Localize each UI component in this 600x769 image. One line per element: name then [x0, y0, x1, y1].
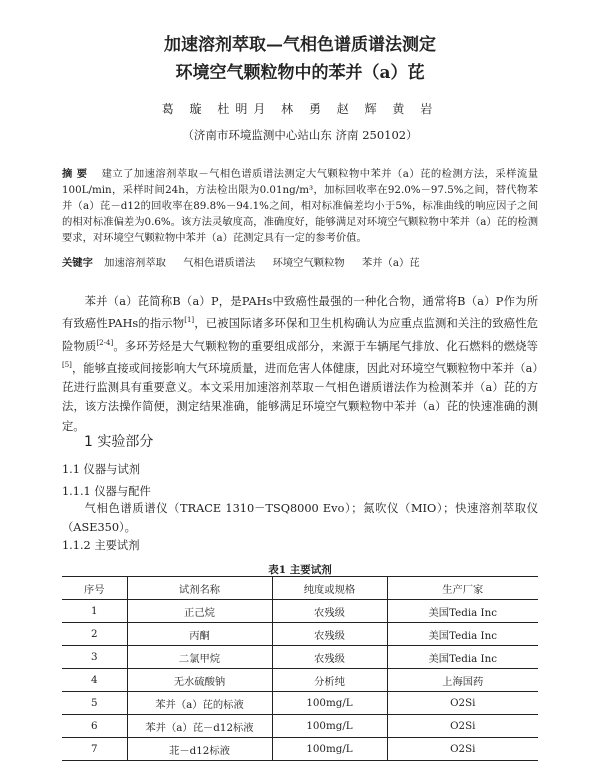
- table-cell: 5: [90, 697, 98, 709]
- instruments-paragraph: 气相色谱质谱仪（TRACE 1310－TSQ8000 Evo）；氮吹仪（MIO）；快速溶剂萃取仪（ASE350）。: [62, 502, 538, 534]
- keywords: [62, 254, 538, 269]
- table-cell: 苯并（a）芘－d12标液: [127, 715, 272, 738]
- paper-title-line1: 加速溶剂萃取—气相色谱质谱法测定: [164, 35, 436, 55]
- intro-text: 。多环芳烃是大气颗粒物的重要组成部分，来源于车辆尾气排放、化石燃料的燃烧等: [113, 339, 538, 353]
- citation: [5]: [62, 360, 72, 369]
- section-heading: 1 实验部分: [84, 434, 154, 450]
- abstract-label: 摘 要: [62, 168, 88, 180]
- keywords-label: 关键字: [62, 257, 93, 269]
- authors: 葛 璇 杜明月 林 勇 赵 辉 黄 岩: [161, 102, 439, 116]
- intro-paragraph: [62, 292, 538, 436]
- table-row: [62, 692, 538, 715]
- subsection-heading: 1.1.1 仪器与配件: [62, 485, 151, 498]
- keyword: 加速溶剂萃取: [104, 257, 166, 269]
- reagents-table: [62, 576, 538, 761]
- table-header: 序号: [83, 583, 105, 596]
- table-row: [62, 646, 538, 669]
- table-header: 纯度或规格: [272, 577, 387, 600]
- table-cell: 美国Tedia Inc: [387, 623, 538, 646]
- table-cell: 农残级: [272, 646, 387, 669]
- table-cell: 3: [90, 651, 98, 663]
- table-cell: 苯并（a）芘的标液: [127, 692, 272, 715]
- table-cell: 2: [90, 628, 98, 640]
- table-cell: 100mg/L: [272, 715, 387, 738]
- keyword: 气相色谱质谱法: [183, 257, 256, 269]
- table-cell: 分析纯: [272, 669, 387, 692]
- table-row: [62, 715, 538, 738]
- table-cell: 二氯甲烷: [127, 646, 272, 669]
- table-cell: O2Si: [387, 692, 538, 715]
- intro-text: ，已被国际诸多环保和卫生机构确认为应重点监测和关注的致癌性危险物质: [62, 317, 538, 353]
- table-header: 试剂名称: [127, 577, 272, 600]
- table-caption: 表1 主要试剂: [268, 564, 332, 576]
- table-row: [62, 623, 538, 646]
- affiliation: （济南市环境监测中心站山东 济南 250102）: [182, 128, 418, 142]
- subsection-heading: 1.1 仪器与试剂: [62, 463, 141, 476]
- table-cell: 美国Tedia Inc: [387, 646, 538, 669]
- table-cell: O2Si: [387, 715, 538, 738]
- table-header: 生产厂家: [387, 577, 538, 600]
- paper-title-line2: 环境空气颗粒物中的苯并（a）芘: [175, 63, 425, 83]
- subsection-heading: 1.1.2 主要试剂: [62, 539, 140, 552]
- citation: [1]: [184, 316, 195, 325]
- table-cell: 上海国药: [387, 669, 538, 692]
- table-row: [62, 738, 538, 761]
- table-cell: 100mg/L: [272, 738, 387, 761]
- table-cell: 农残级: [272, 623, 387, 646]
- keyword: 苯并（a）芘: [361, 257, 420, 269]
- table-cell: 苝－d12标液: [127, 738, 272, 761]
- table-cell: 丙酮: [127, 623, 272, 646]
- abstract: [62, 166, 538, 246]
- table-cell: 7: [90, 743, 98, 755]
- table-cell: O2Si: [387, 738, 538, 761]
- table-cell: 4: [90, 674, 98, 686]
- citation: [2-4]: [96, 338, 114, 347]
- intro-text: 苯并（a）芘简称B（a）P，是PAHs中致癌性最强的一种化合物，通常将B（a）P作为所有致癌性PAHs的指示物: [62, 295, 538, 331]
- table-row: [62, 600, 538, 623]
- intro-text: ，能够直接或间接影响大气环境质量，进而危害人体健康，因此对环境空气颗粒物中苯并（a）芘进行监测具有重要意义。本文采用加速溶剂萃取－气相色谱质谱法作为检测苯并（a）芘的方法，该方法操作简便，测定结果准确，能够满足环境空气颗粒物中苯并（a）芘的快速准确的测定。: [62, 361, 538, 433]
- table-cell: 农残级: [272, 600, 387, 623]
- table-cell: 6: [90, 720, 98, 732]
- abstract-text: 建立了加速溶剂萃取－气相色谱质谱法测定大气颗粒物中苯并（a）芘的检测方法，采样流量100L/min，采样时间24h，方法检出限为0.01ng/m³，加标回收率在92.0%－97.5%之间，替代物苯并（a）芘－d12的回收率在89.8%－94.1%之间，相对标准偏差均小于5%，标准曲线的响应因子之间的相对标准偏差为0.6%。该方法灵敏度高，准确度好，能够满足对环境空气颗粒物中苯并（a）芘的检测要求，对环境空气颗粒物中苯并（a）芘测定具有一定的参考价值。: [62, 168, 538, 244]
- table-cell: 美国Tedia Inc: [387, 600, 538, 623]
- table-cell: 无水硫酸钠: [127, 669, 272, 692]
- table-cell: 1: [90, 605, 98, 617]
- table-cell: 100mg/L: [272, 692, 387, 715]
- table-cell: 正己烷: [127, 600, 272, 623]
- keyword: 环境空气颗粒物: [272, 257, 345, 269]
- table-header-row: [62, 577, 538, 600]
- table-row: [62, 669, 538, 692]
